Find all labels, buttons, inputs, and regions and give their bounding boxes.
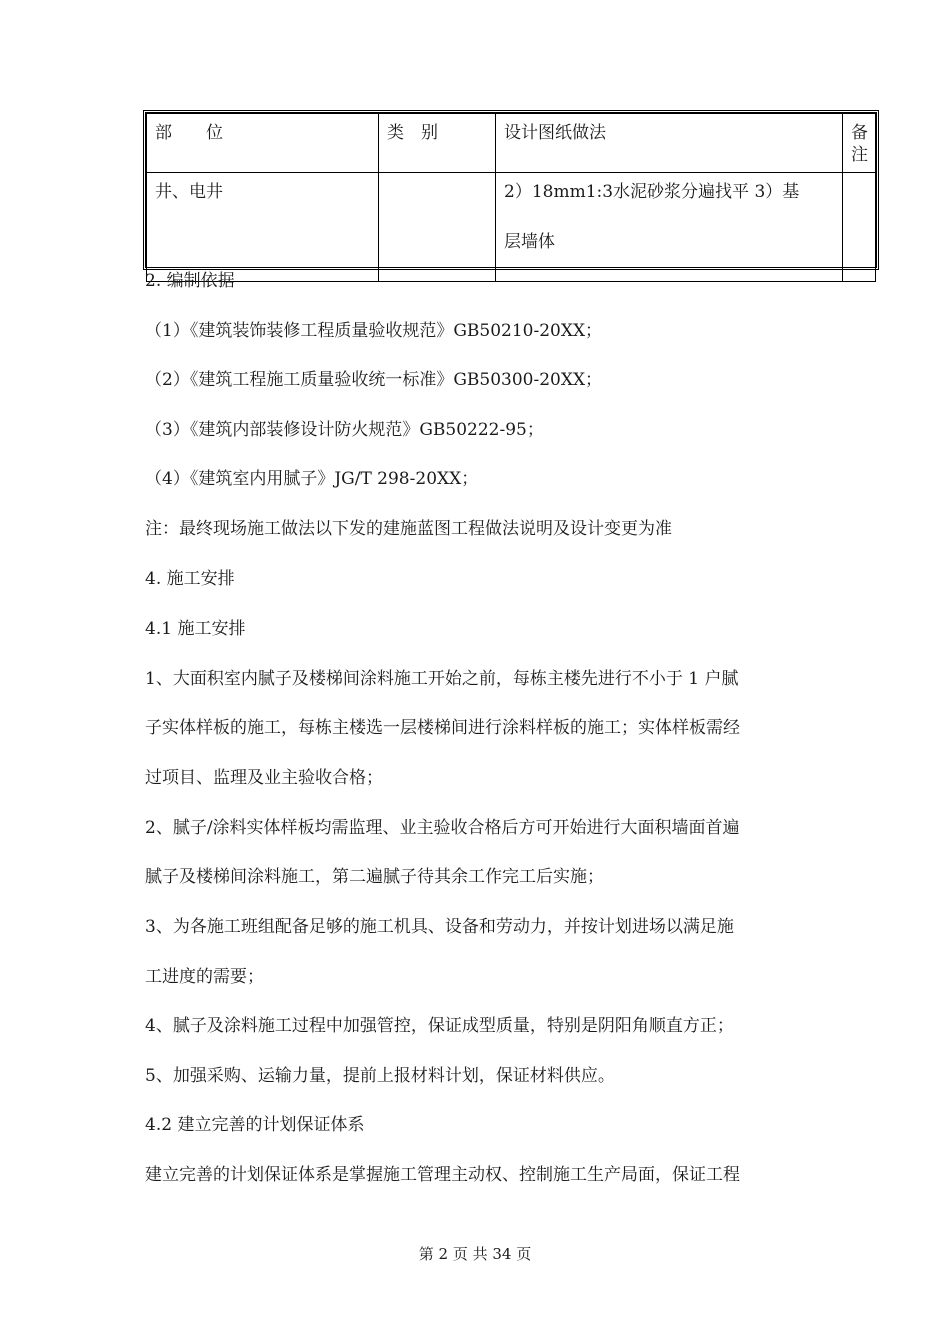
cell-location: 井、电井 xyxy=(147,173,379,282)
cell-method-line1: 2）18mm1:3水泥砂浆分遍找平 3）基 xyxy=(504,182,800,202)
note-line: 注：最终现场施工做法以下发的建施蓝图工程做法说明及设计变更为准 xyxy=(145,519,672,539)
section-2-title: 2. 编制依据 xyxy=(145,271,235,291)
paragraph-1-line-2: 子实体样板的施工，每栋主楼选一层楼梯间进行涂料样板的施工；实体样板需经 xyxy=(145,718,740,738)
section-4-1-title: 4.1 施工安排 xyxy=(145,619,246,639)
paragraph-3-line-2: 工进度的需要； xyxy=(145,967,264,987)
cell-method xyxy=(496,173,843,282)
reference-item-1: （1）《建筑装饰装修工程质量验收规范》GB50210-20XX； xyxy=(145,321,603,341)
paragraph-3-line-1: 3、为各施工班组配备足够的施工机具、设备和劳动力，并按计划进场以满足施 xyxy=(145,917,734,937)
reference-item-3: （3）《建筑内部装修设计防火规范》GB50222-95； xyxy=(145,420,544,440)
table-header-row xyxy=(147,114,876,173)
paragraph-5: 5、加强采购、运输力量，提前上报材料计划，保证材料供应。 xyxy=(145,1066,615,1086)
header-category: 类 别 xyxy=(379,114,496,173)
section-4-2-title: 4.2 建立完善的计划保证体系 xyxy=(145,1115,365,1135)
cell-method-line2: 层墙体 xyxy=(504,232,555,252)
spec-table xyxy=(143,110,885,270)
paragraph-4: 4、腻子及涂料施工过程中加强管控，保证成型质量，特别是阴阳角顺直方正； xyxy=(145,1016,734,1036)
page-number-footer: 第 2 页 共 34 页 xyxy=(418,1245,532,1263)
header-location: 部 位 xyxy=(147,114,379,173)
reference-item-2: （2）《建筑工程施工质量验收统一标准》GB50300-20XX； xyxy=(145,370,603,390)
header-method: 设计图纸做法 xyxy=(496,114,843,173)
header-remark: 备 注 xyxy=(843,114,876,173)
section-4-title: 4. 施工安排 xyxy=(145,569,235,589)
reference-item-4: （4）《建筑室内用腻子》JG/T 298-20XX； xyxy=(145,469,479,489)
table-row xyxy=(147,173,876,282)
paragraph-2-line-1: 2、腻子/涂料实体样板均需监理、业主验收合格后方可开始进行大面积墙面首遍 xyxy=(145,818,740,838)
cell-category xyxy=(379,173,496,282)
paragraph-1-line-1: 1、大面积室内腻子及楼梯间涂料施工开始之前，每栋主楼先进行不小于 1 户腻 xyxy=(145,669,739,689)
cell-remark xyxy=(843,173,876,282)
paragraph-6-line-1: 建立完善的计划保证体系是掌握施工管理主动权、控制施工生产局面，保证工程 xyxy=(145,1165,740,1185)
paragraph-1-line-3: 过项目、监理及业主验收合格； xyxy=(145,768,383,788)
paragraph-2-line-2: 腻子及楼梯间涂料施工，第二遍腻子待其余工作完工后实施； xyxy=(145,867,604,887)
